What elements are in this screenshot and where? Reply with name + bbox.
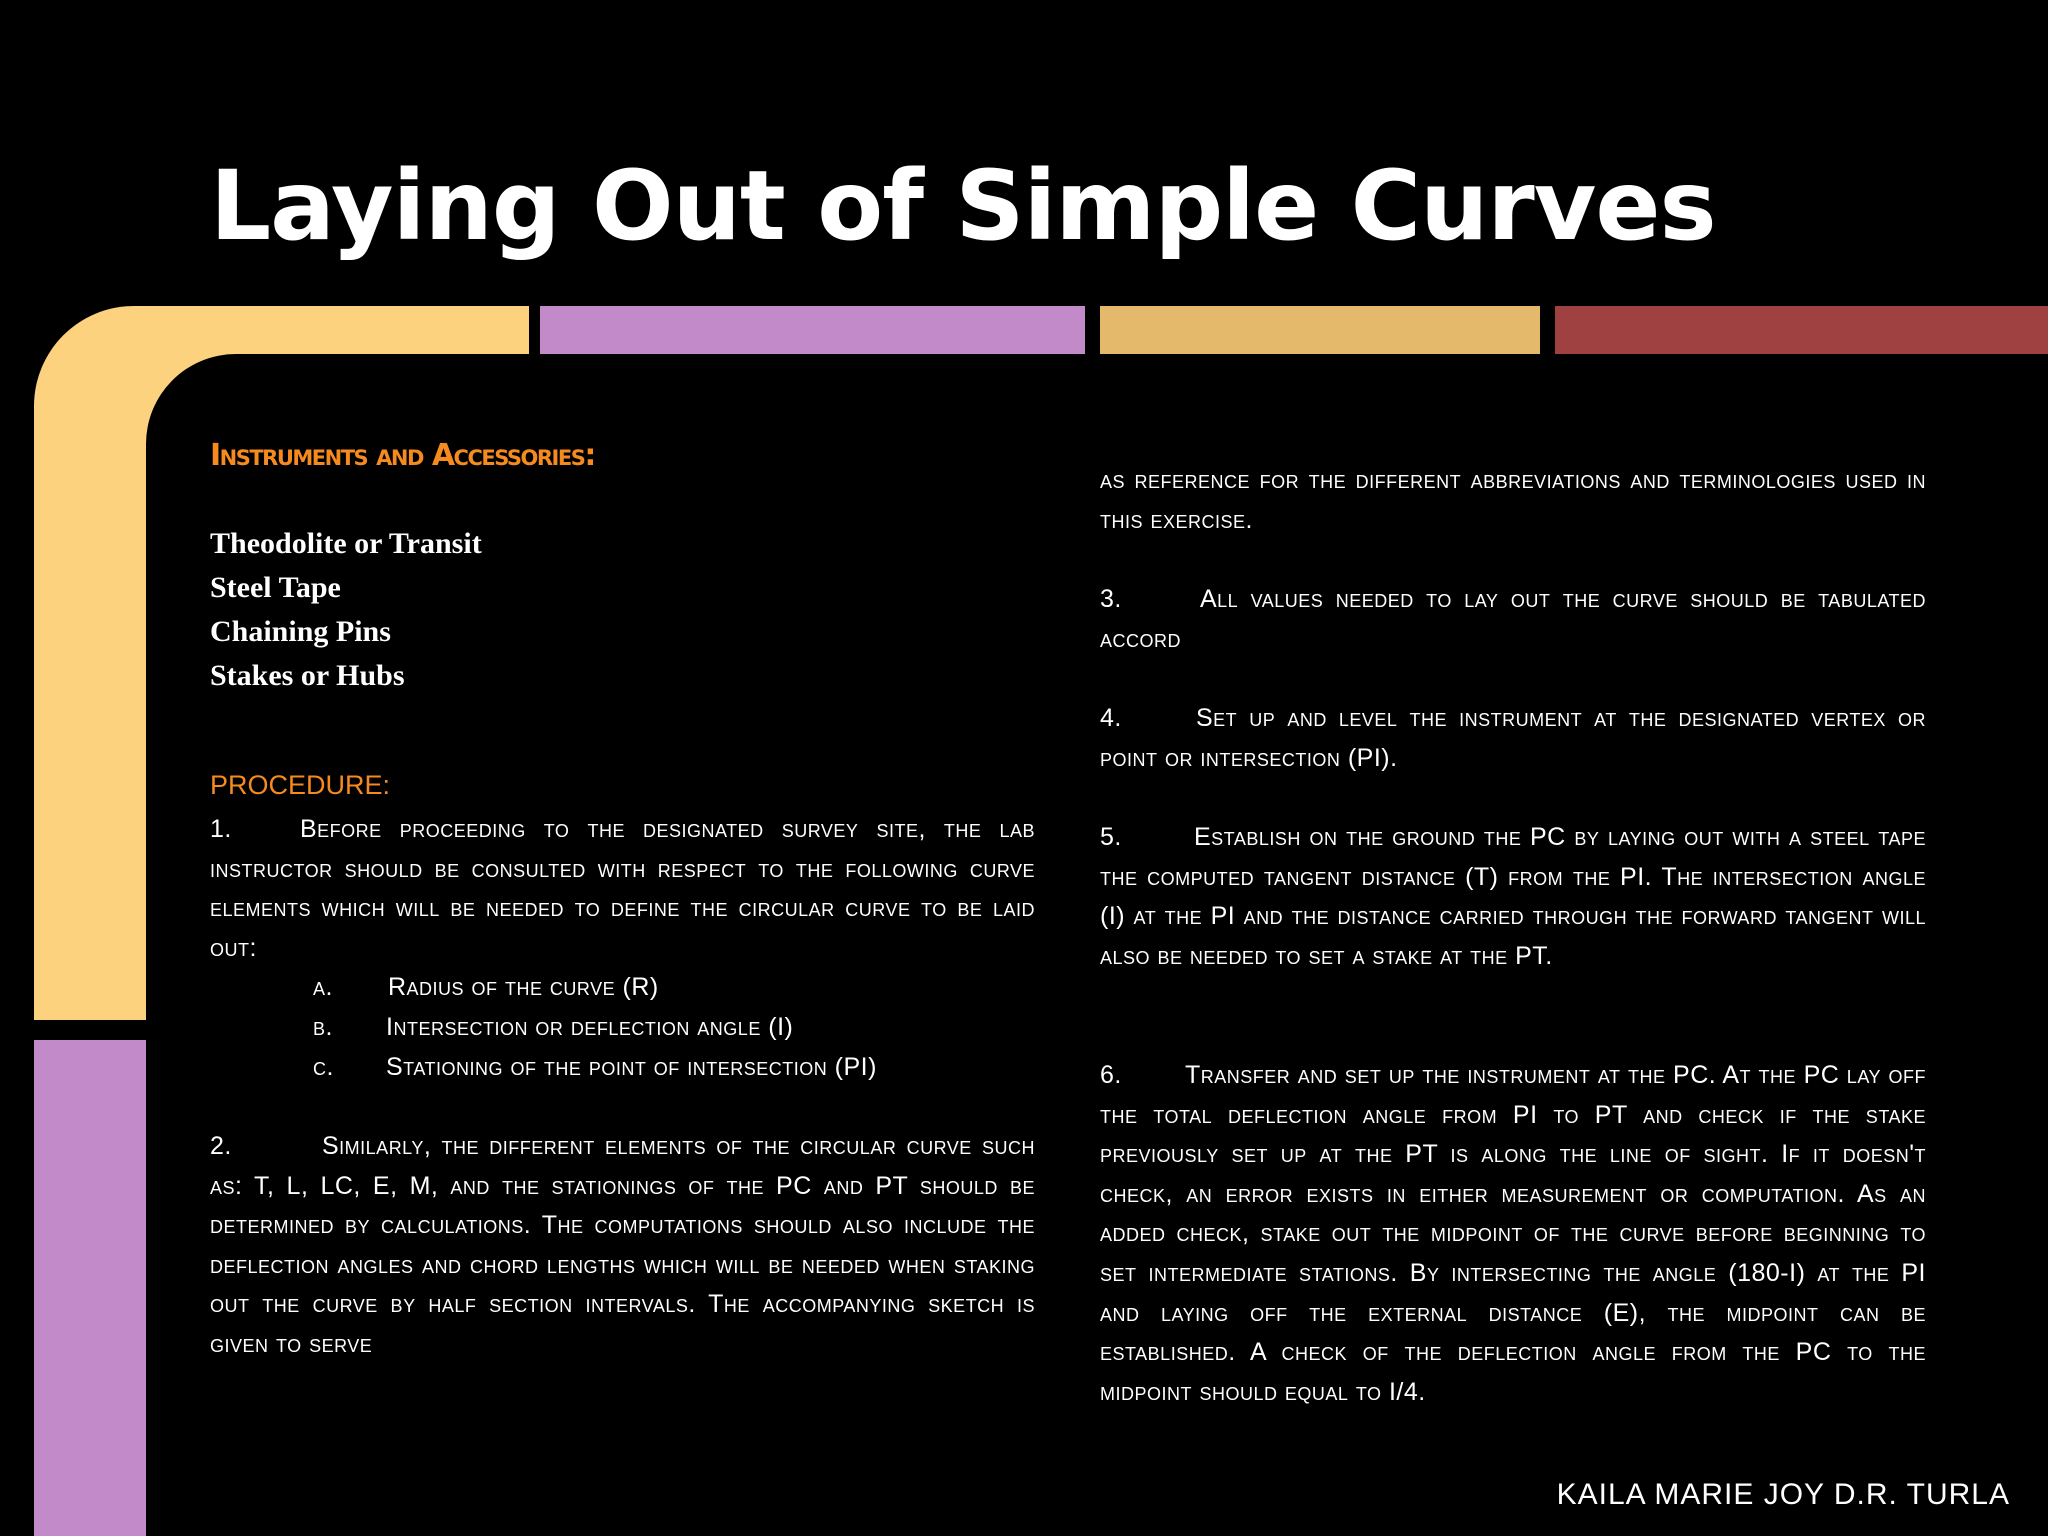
step-number: 6. <box>1100 1061 1122 1089</box>
instrument-item: Stakes or Hubs <box>210 659 405 692</box>
subitem-text: Radius of the curve (R) <box>388 973 659 1001</box>
step-1-subitem-b <box>313 1008 793 1048</box>
procedure-heading: PROCEDURE: <box>210 770 391 800</box>
step-number: 1. <box>210 815 232 843</box>
subitem-letter: a. <box>313 973 333 1001</box>
subitem-letter: c. <box>313 1053 334 1081</box>
subitem-text: Stationing of the point of intersection (PI) <box>386 1053 877 1081</box>
page-title: Laying Out of Simple Curves <box>210 150 1716 262</box>
step-text: Similarly, the different elements of the circular curve such as: T, L, LC, E, M, and the stationings of the PC and PT should be determined by calculations. The computations should also include the deflection angles and chord lengths which will be needed when staking out the curve by half section intervals. The accompanying sketch is given to serve <box>210 1132 1036 1358</box>
step-number: 2. <box>210 1132 232 1160</box>
instruments-heading: Instruments and Accessories: <box>210 438 595 473</box>
step-1-subitem-a <box>313 968 659 1008</box>
step-1-subitem-c <box>313 1048 877 1088</box>
step-number: 5. <box>1100 823 1122 851</box>
procedure-step-4 <box>1100 699 1926 778</box>
author-name: KAILA MARIE JOY D.R. TURLA <box>1556 1478 2010 1511</box>
decor-bar-gold <box>1100 306 1540 354</box>
procedure-step-2 <box>210 1127 1035 1365</box>
decor-bar-red <box>1555 306 2048 354</box>
step-number: 3. <box>1100 585 1122 613</box>
procedure-step-3 <box>1100 580 1926 659</box>
step-text: Set up and level the instrument at the designated vertex or point or intersection (PI). <box>1100 704 1926 772</box>
step-text: Establish on the ground the PC by laying out with a steel tape the computed tangent distance (T) from the PI. The intersection angle (I) at the PI and the distance carried through the forward tangent will also be needed to set a stake at the PT. <box>1100 823 1926 970</box>
decor-bar-purple <box>540 306 1085 354</box>
procedure-step-1 <box>210 810 1035 968</box>
step-number: 4. <box>1100 704 1122 732</box>
instrument-item: Steel Tape <box>210 571 341 604</box>
subitem-letter: b. <box>313 1013 333 1041</box>
procedure-step-5 <box>1100 818 1926 976</box>
step-text: Transfer and set up the instrument at the PC. At the PC lay off the total deflection angle from PI to PT and check if the stake previously set up at the PT is along the line of sight. If it doesn't check, an error exists in either measurement or computation. As an added check, stake out the midpoint of the curve before beginning to set intermediate stations. By intersecting the angle (180-I) at the PI and laying off the external distance (E), the midpoint can be established. A check of the deflection angle from the PC to the midpoint should equal to I/4. <box>1100 1061 1926 1406</box>
step-text: All values needed to lay out the curve should be tabulated accord <box>1100 585 1926 653</box>
subitem-text: Intersection or deflection angle (I) <box>386 1013 794 1041</box>
instruments-list <box>210 522 482 698</box>
step-text: Before proceeding to the designated survey site, the lab instructor should be consulted with respect to the following curve elements which will be needed to define the circular curve to be laid out: <box>210 815 1035 962</box>
procedure-step-6 <box>1100 1056 1926 1412</box>
frame-left-purple <box>34 1040 146 1536</box>
procedure-step-2-continued: as reference for the different abbreviations and terminologies used in this exercise. <box>1100 466 1926 534</box>
instrument-item: Theodolite or Transit <box>210 527 482 560</box>
instrument-item: Chaining Pins <box>210 615 391 648</box>
